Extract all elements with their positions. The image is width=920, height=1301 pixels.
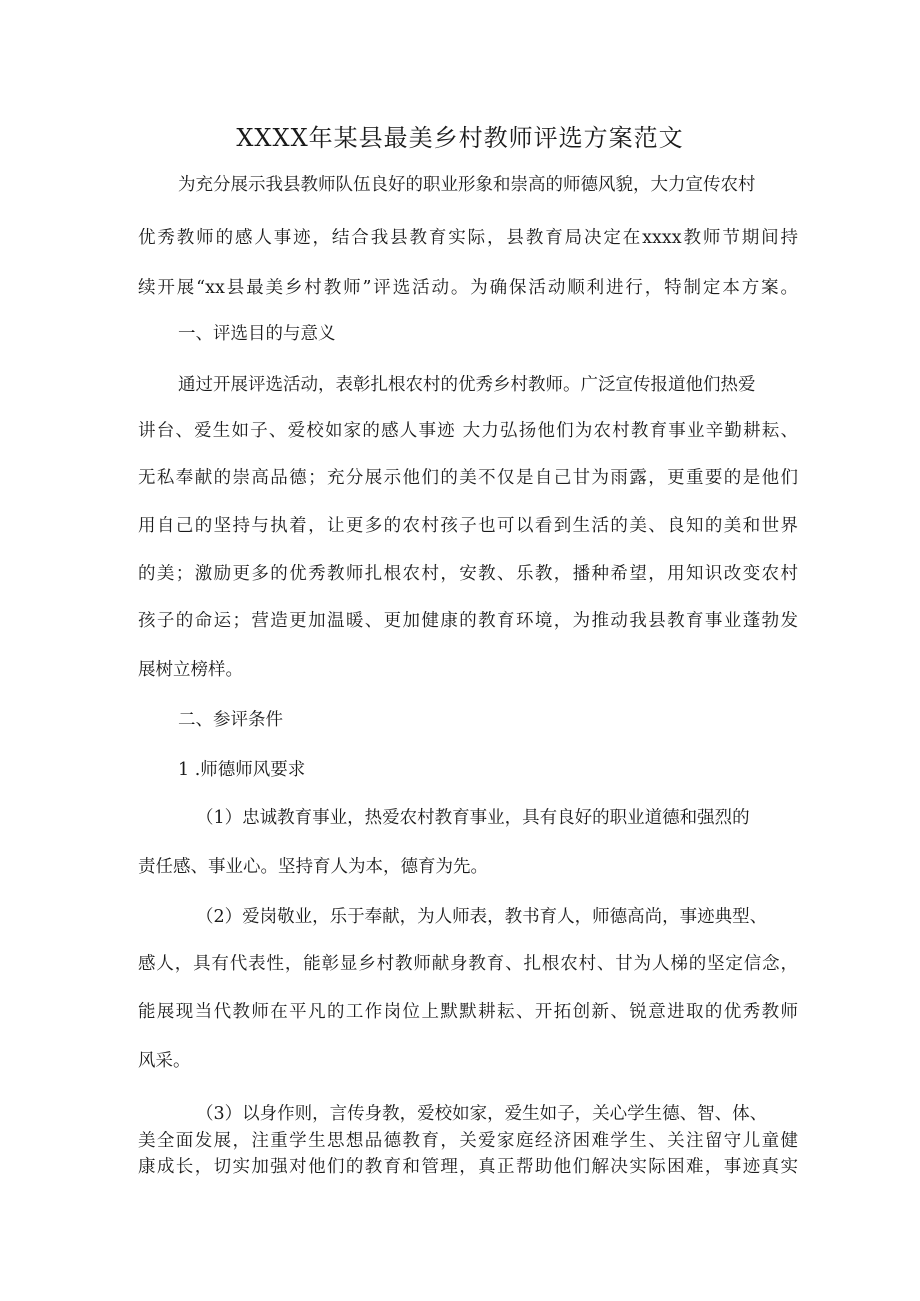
paragraph-line: 无私奉献的崇高品德；充分展示他们的美不仅是自己甘为雨露，更重要的是他们 [138, 468, 798, 488]
paragraph-line: 孩子的命运；营造更加温暖、更加健康的教育环境，为推动我县教育事业蓬勃发 [138, 611, 798, 631]
paragraph-line: 通过开展评选活动，表彰扎根农村的优秀乡村教师。广泛宣传报道他们热爱 [178, 375, 756, 395]
section-heading: 二、参评条件 [178, 710, 283, 730]
paragraph-line: 为充分展示我县教师队伍良好的职业形象和崇高的师德风貌，大力宣传农村 [178, 175, 756, 195]
paragraph-line: （1）忠诚教育事业，热爱农村教育事业，具有良好的职业道德和强烈的 [196, 808, 750, 828]
document-title: XXXX年某县最美乡村教师评选方案范文 [236, 124, 684, 152]
paragraph-line: 续开展“xx县最美乡村教师”评选活动。为确保活动顺利进行，特制定本方案。 [138, 278, 798, 298]
paragraph-line: 的美；激励更多的优秀教师扎根农村，安教、乐教，播种希望，用知识改变农村 [138, 564, 798, 584]
paragraph-line: （3）以身作则，言传身教，爱校如家，爱生如子，关心学生德、智、体、 [196, 1104, 768, 1124]
paragraph-line: 美全面发展，注重学生思想品德教育，关爱家庭经济困难学生、关注留守儿童健 [138, 1131, 798, 1151]
paragraph-line: 展树立榜样。 [138, 660, 243, 680]
paragraph-line: （2）爱岗敬业，乐于奉献，为人师表，教书育人，师德高尚，事迹典型、 [196, 907, 768, 927]
paragraph-line: 能展现当代教师在平凡的工作岗位上默默耕耘、开拓创新、锐意进取的优秀教师 [138, 1002, 798, 1022]
subsection-heading: 1 .师德师风要求 [178, 760, 306, 780]
paragraph-line: 讲台、爱生如子、爱校如家的感人事迹 大力弘扬他们为农村教育事业辛勤耕耘、 [138, 421, 798, 441]
paragraph-line: 感人，具有代表性，能彰显乡村教师献身教育、扎根农村、甘为人梯的坚定信念， [138, 954, 798, 974]
section-heading: 一、评选目的与意义 [178, 324, 336, 344]
paragraph-line: 风采。 [138, 1051, 191, 1071]
paragraph-line: 责任感、事业心。坚持育人为本，德育为先。 [138, 857, 488, 877]
paragraph-line: 用自己的坚持与执着，让更多的农村孩子也可以看到生活的美、良知的美和世界 [138, 516, 798, 536]
paragraph-line: 优秀教师的感人事迹，结合我县教育实际，县教育局决定在xxxx教师节期间持 [138, 228, 798, 248]
paragraph-line: 康成长，切实加强对他们的教育和管理，真正帮助他们解决实际困难，事迹真实 [138, 1157, 798, 1177]
